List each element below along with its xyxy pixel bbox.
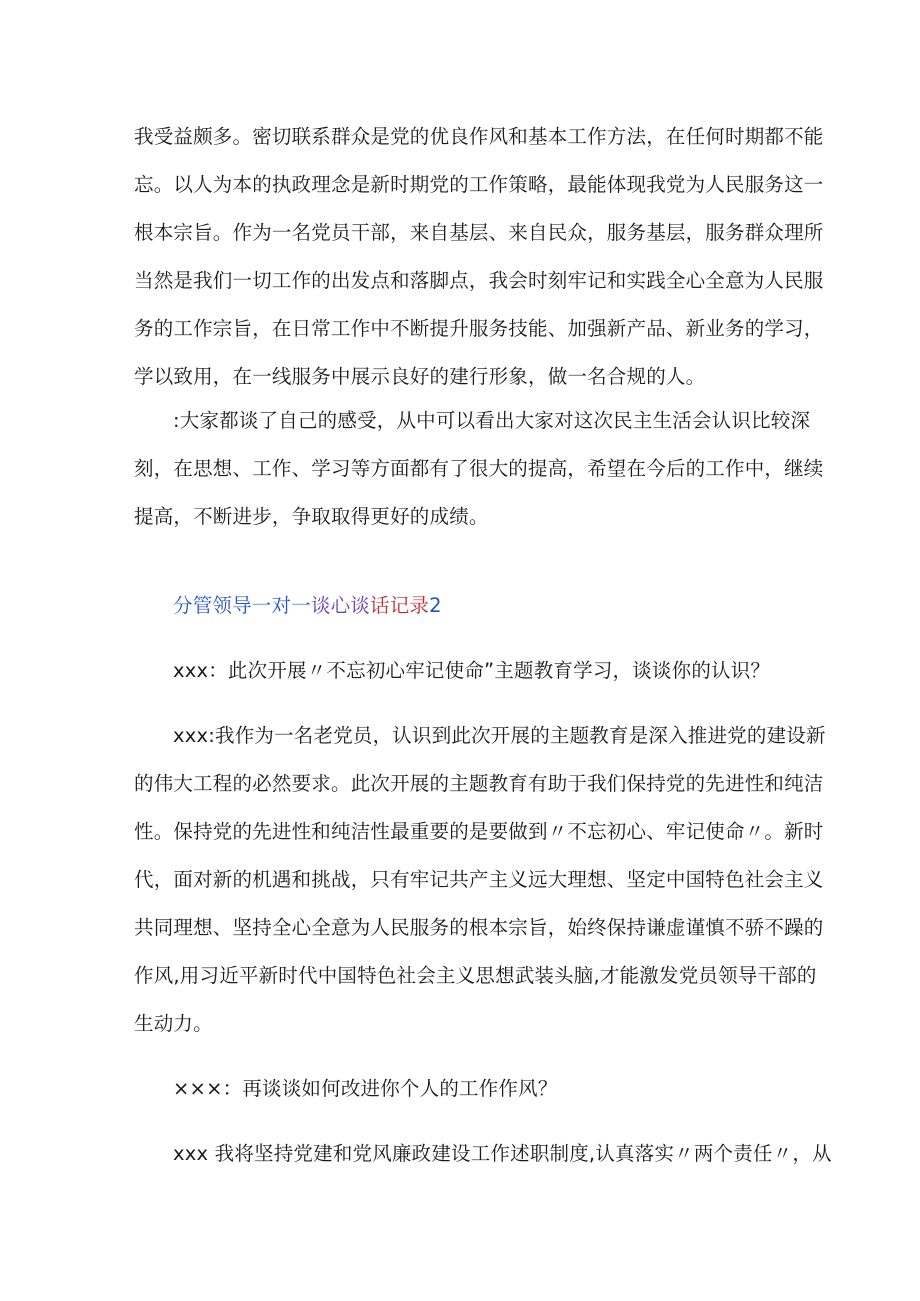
paragraph-line: 根本宗旨。作为一名党员干部，来自基层、来自民众，服务基层，服务群众理所	[134, 221, 824, 244]
answer-2	[134, 1130, 832, 1178]
paragraph-line: 学以致用，在一线服务中展示良好的建行形象，做一名合规的人。	[134, 365, 706, 388]
heading-part: 话记录	[370, 594, 430, 617]
paragraph-line: 性。保持党的先进性和纯洁性最重要的是要做到〃不忘初心、牢记使命〃。新时	[134, 820, 824, 843]
paragraph-line: 我受益颇多。密切联系群众是党的优良作风和基本工作方法，在任何时期都不能	[134, 125, 824, 148]
paragraph-line: 生动力。	[134, 1012, 213, 1035]
question-text: ×××：再谈谈如何改进你个人的工作作风？	[173, 1077, 558, 1100]
paragraph-line: 务的工作宗旨，在日常工作中不断提升服务技能、加强新产品、新业务的学习，	[134, 317, 824, 340]
section-heading	[134, 582, 794, 630]
paragraph-line: 刻，在思想、工作、学习等方面都有了很大的提高，希望在今后的工作中，继续	[134, 457, 824, 480]
paragraph-line: 当然是我们一切工作的出发点和落脚点，我会时刻牢记和实践全心全意为人民服	[134, 269, 824, 292]
paragraph-line: 忘。以人为本的执政理念是新时期党的工作策略，最能体现我党为人民服务这一	[134, 173, 824, 196]
paragraph-line: :大家都谈了自己的感受，从中可以看出大家对这次民主生活会认识比较深	[173, 409, 811, 432]
answer-1	[134, 712, 826, 1048]
heading-part: 分管领导一对一	[173, 594, 311, 617]
paragraph-line: 共同理想、坚持全心全意为人民服务的根本宗旨，始终保持谦虚谨慎不骄不躁的	[134, 916, 824, 939]
paragraph-line: xxx 我将坚持党建和党风廉政建设工作述职制度,认真落实〃两个责任〃，从	[173, 1142, 832, 1165]
paragraph-line: xxx:我作为一名老党员，认识到此次开展的主题教育是深入推进党的建设新	[173, 724, 826, 747]
heading-number: 2	[429, 594, 442, 617]
paragraph-line: 作风,用习近平新时代中国特色社会主义思想武装头脑,才能激发党员领导干部的	[134, 964, 817, 987]
question-1	[134, 647, 794, 695]
section-heading-text	[134, 582, 794, 630]
paragraph-1	[134, 113, 824, 401]
paragraph-line: 的伟大工程的必然要求。此次开展的主题教育有助于我们保持党的先进性和纯洁	[134, 772, 824, 795]
question-2	[134, 1065, 794, 1113]
paragraph-line: 提高，不断进步，争取取得更好的成绩。	[134, 505, 489, 528]
question-text: xxx：此次开展〃不忘初心牢记使命”主题教育学习，谈谈你的认识？	[173, 659, 771, 682]
heading-part: 谈心谈	[310, 594, 371, 617]
paragraph-2	[134, 397, 824, 541]
paragraph-line: 代，面对新的机遇和挑战，只有牢记共产主义远大理想、坚定中国特色社会主义	[134, 868, 824, 891]
